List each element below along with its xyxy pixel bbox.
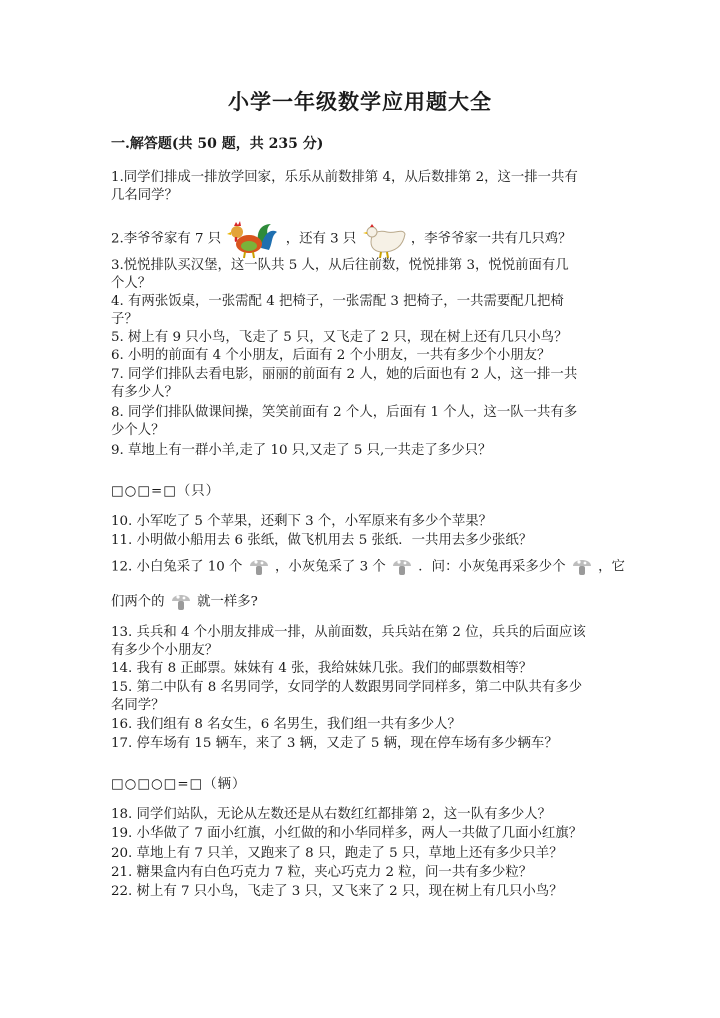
question-12-part-3: ．问：小灰兔再采多少个	[418, 559, 566, 575]
question-4-line-2: 子？	[111, 312, 138, 327]
question-2	[111, 218, 572, 260]
question-4-line-1: 4. 有两张饭桌，一张需配 4 把椅子，一张需配 3 把椅子，一共需要配几把椅	[111, 294, 564, 309]
question-3-line-1: 3.悦悦排队买汉堡，这一队共 5 人，从后往前数，悦悦排第 3，悦悦前面有几	[111, 258, 569, 273]
question-21: 21. 糖果盒内有白色巧克力 7 粒，夹心巧克力 2 粒，问一共有多少粒？	[111, 865, 533, 880]
question-12-line-1	[111, 553, 625, 581]
question-12-part-4: ，它	[598, 559, 625, 575]
answer-formula-1: □○□=□（只）	[111, 484, 221, 499]
question-8-line-1: 8. 同学们排队做课间操，笑笑前面有 2 个人，后面有 1 个人，这一队一共有多	[111, 405, 578, 420]
question-7-line-2: 有多少人？	[111, 385, 178, 400]
question-6: 6. 小明的前面有 4 个小朋友，后面有 2 个小朋友，一共有多少个小朋友？	[111, 348, 551, 363]
page-title: 小学一年级数学应用题大全	[228, 89, 492, 114]
question-2-part-1: 2.李爷爷家有 7 只	[111, 231, 222, 247]
question-14: 14. 我有 8 正邮票。妹妹有 4 张，我给妹妹几张。我们的邮票数相等？	[111, 661, 533, 676]
mushroom-icon	[390, 553, 414, 581]
question-8-line-2: 少个人？	[111, 423, 165, 438]
question-12-part-2: ，小灰兔采了 3 个	[274, 559, 386, 575]
question-20: 20. 草地上有 7 只羊，又跑来了 8 只，跑走了 5 只，草地上还有多少只羊？	[111, 846, 563, 861]
question-13-line-2: 有多少个小朋友？	[111, 643, 219, 658]
question-1-line-1: 1.同学们排成一排放学回家，乐乐从前数排第 4，从后数排第 2，这一排一共有	[111, 170, 578, 185]
question-17: 17. 停车场有 15 辆车，来了 3 辆，又走了 5 辆，现在停车场有多少辆车？	[111, 736, 558, 751]
mushroom-icon	[247, 553, 271, 581]
hen-icon	[361, 218, 407, 260]
question-19: 19. 小华做了 7 面小红旗，小红做的和小华同样多，两人一共做了几面小红旗？	[111, 826, 583, 841]
question-11: 11. 小明做小船用去 6 张纸，做飞机用去 5 张纸．一共用去多少张纸？	[111, 533, 533, 548]
question-18: 18. 同学们站队，无论从左数还是从右数红红都排第 2，这一队有多少人？	[111, 807, 552, 822]
question-12-part-1: 12. 小白兔采了 10 个	[111, 559, 243, 575]
question-9: 9. 草地上有一群小羊,走了 10 只,又走了 5 只,一共走了多少只？	[111, 443, 492, 458]
question-15-line-1: 15. 第二中队有 8 名男同学，女同学的人数跟男同学同样多，第二中队共有多少	[111, 680, 583, 695]
question-12-line-2	[111, 588, 258, 616]
question-12-part-5: 们两个的	[111, 594, 165, 610]
mushroom-icon	[169, 588, 193, 616]
question-16: 16. 我们组有 8 名女生，6 名男生，我们组一共有多少人？	[111, 717, 461, 732]
question-10: 10. 小军吃了 5 个苹果，还剩下 3 个，小军原来有多少个苹果？	[111, 514, 492, 529]
question-22: 22. 树上有 7 只小鸟，飞走了 3 只，又飞来了 2 只，现在树上有几只小鸟？	[111, 884, 563, 899]
question-15-line-2: 名同学？	[111, 698, 165, 713]
question-5: 5. 树上有 9 只小鸟，飞走了 5 只，又飞走了 2 只，现在树上还有几只小鸟？	[111, 330, 568, 345]
rooster-icon	[225, 218, 281, 260]
question-2-part-3: ，李爷爷家一共有几只鸡？	[410, 231, 572, 247]
question-1-line-2: 几名同学？	[111, 188, 178, 203]
question-12-part-6: 就一样多?	[197, 594, 258, 610]
question-7-line-1: 7. 同学们排队去看电影，丽丽的前面有 2 人，她的后面也有 2 人，这一排一共	[111, 367, 578, 382]
question-3-line-2: 个人？	[111, 276, 152, 291]
question-2-part-2: ，还有 3 只	[285, 231, 357, 247]
question-13-line-1: 13. 兵兵和 4 个小朋友排成一排，从前面数，兵兵站在第 2 位，兵兵的后面应该	[111, 625, 586, 640]
answer-formula-2: □○□○□=□（辆）	[111, 777, 247, 792]
mushroom-icon	[570, 553, 594, 581]
section-heading: 一.解答题(共 50 题，共 235 分)	[111, 136, 324, 152]
